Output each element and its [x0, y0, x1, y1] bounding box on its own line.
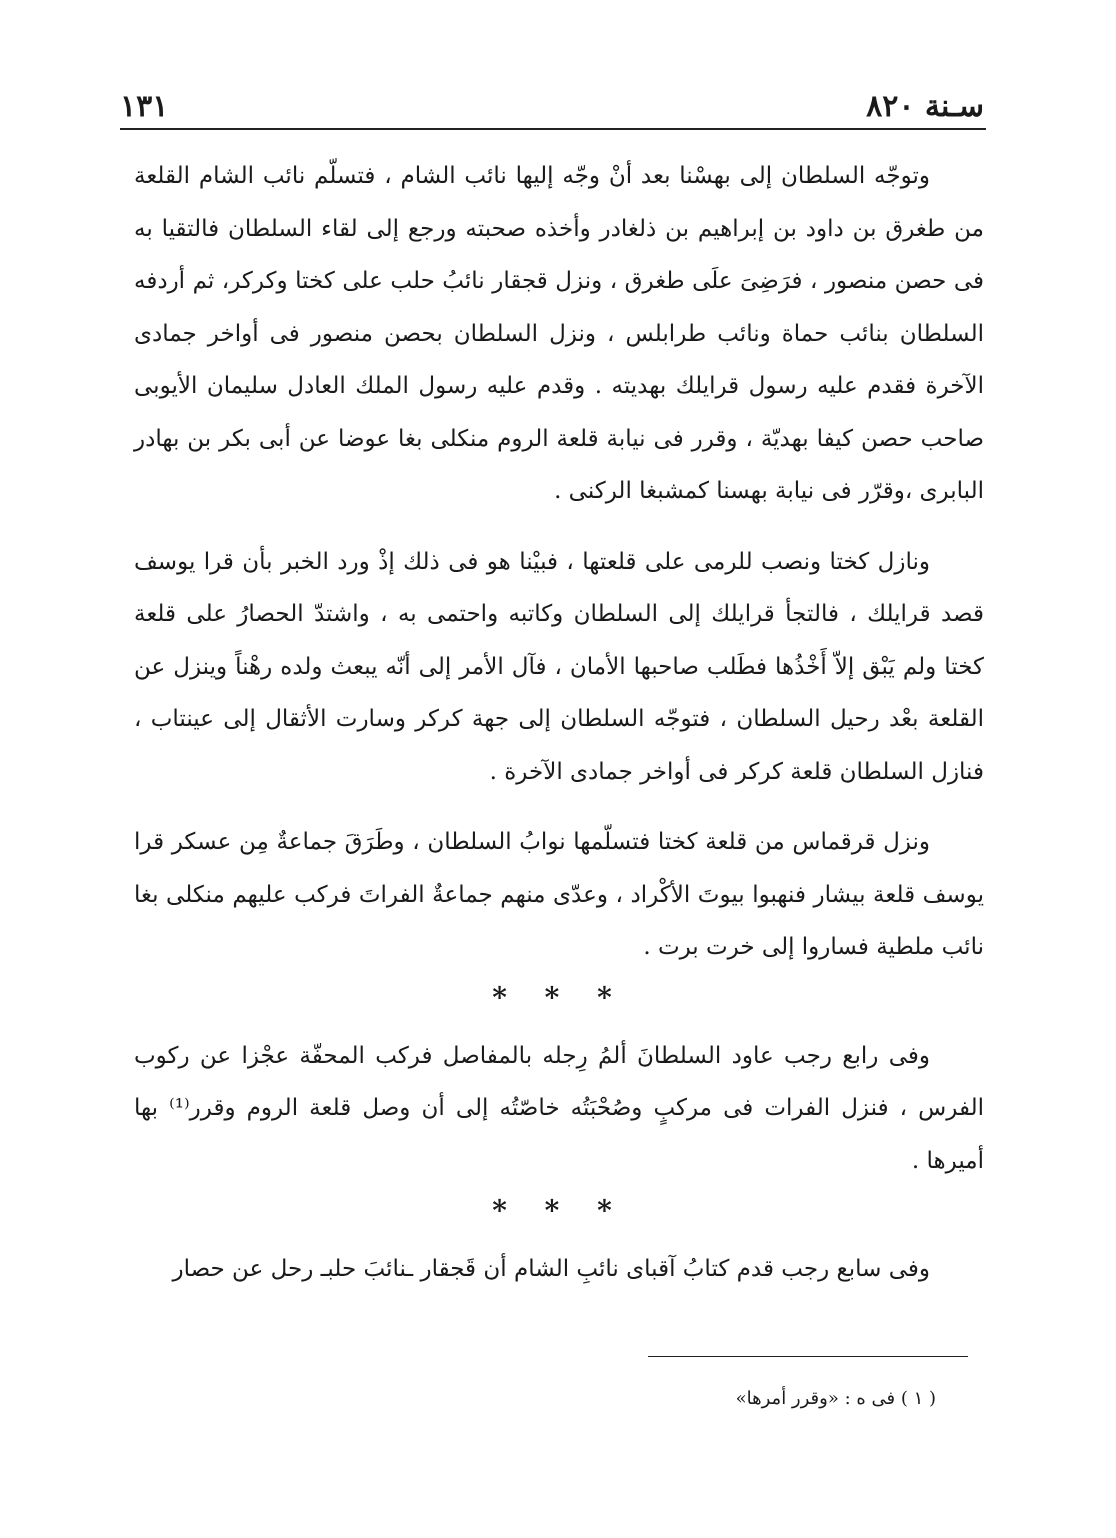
section-separator-2: * * *	[492, 1194, 626, 1227]
footnote-rule	[648, 1356, 968, 1357]
page-header	[120, 78, 984, 124]
paragraph-1: وتوجّه السلطان إلى بهسْنا بعد أنْ وجّه إليها نائب الشام ، فتسلّم نائب الشام القلعة من طغرق بن داود بن إبراهيم بن ذلغادر وأخذه صحبته ورجع إلى لقاء السلطان فالتقيا به فى حصن منصور ، فرَضِىَ علَى طغرق ، ونزل قجقار نائبُ حلب على كختا وكركر، ثم أردفه السلطان بنائب حماة ونائب طرابلس ، ونزل السلطان بحصن منصور فى أواخر جمادى الآخرة فقدم عليه رسول قرايلك بهديته . وقدم عليه رسول الملك العادل سليمان الأيوبى صاحب حصن كيفا بهديّة ، وقرر فى نيابة قلعة الروم منكلى بغا عوضا عن أبى بكر بن بهادر البابرى ،وقرّر فى نيابة بهسنا كمشبغا الركنى .	[134, 163, 984, 504]
paragraph-2: ونازل كختا ونصب للرمى على قلعتها ، فبيْنا هو فى ذلك إذْ ورد الخبر بأن قرا يوسف قصد قرايلك ، فالتجأ قرايلك إلى السلطان وكاتبه واحتمى به ، واشتدّ الحصارُ على قلعة كختا ولم يَبْق إلاّ أَخْذُها فطَلب صاحبها الأمان ، فآل الأمر إلى أنّه يبعث ولده رهْناً وينزل عن القلعة بعْد رحيل السلطان ، فتوجّه السلطان إلى جهة كركر وسارت الأثقال إلى عينتاب ، فنازل السلطان قلعة كركر فى أواخر جمادى الآخرة .	[134, 548, 984, 785]
main-text	[134, 150, 984, 1296]
paragraph-4: وفى رابع رجب عاود السلطانَ ألمُ رِجله بالمفاصل فركب المحفّة عجْزا عن ركوب الفرس ، فنزل الفرات فى مركبٍ وصُحْبَتُه خاصّتُه إلى أن وصل قلعة الروم وقرر⁽¹⁾ بها أميرها .	[134, 1042, 984, 1174]
paragraph-5: وفى سابع رجب قدم كتابُ آقباى نائبِ الشام أن قَجقار ـنائبَ حلبـ رحل عن حصار	[172, 1256, 930, 1282]
footnote: ( ١ ) فى ه : «وقرر أمرها»	[735, 1388, 936, 1409]
header-rule	[120, 128, 986, 130]
paragraph-3: ونزل قرقماس من قلعة كختا فتسلّمها نوابُ السلطان ، وطَرَقَ جماعةٌ مِن عسكر قرا يوسف قلعة بيشار فنهبوا بيوتَ الأكْراد ، وعدّى منهم جماعةٌ الفراتَ فركب عليهم منكلى بغا نائب ملطية فساروا إلى خرت برت .	[134, 829, 984, 960]
year-heading: سـنة ٨٢٠	[866, 89, 984, 124]
section-separator-1: * * *	[492, 980, 626, 1014]
page-number: ١٣١	[120, 89, 169, 124]
